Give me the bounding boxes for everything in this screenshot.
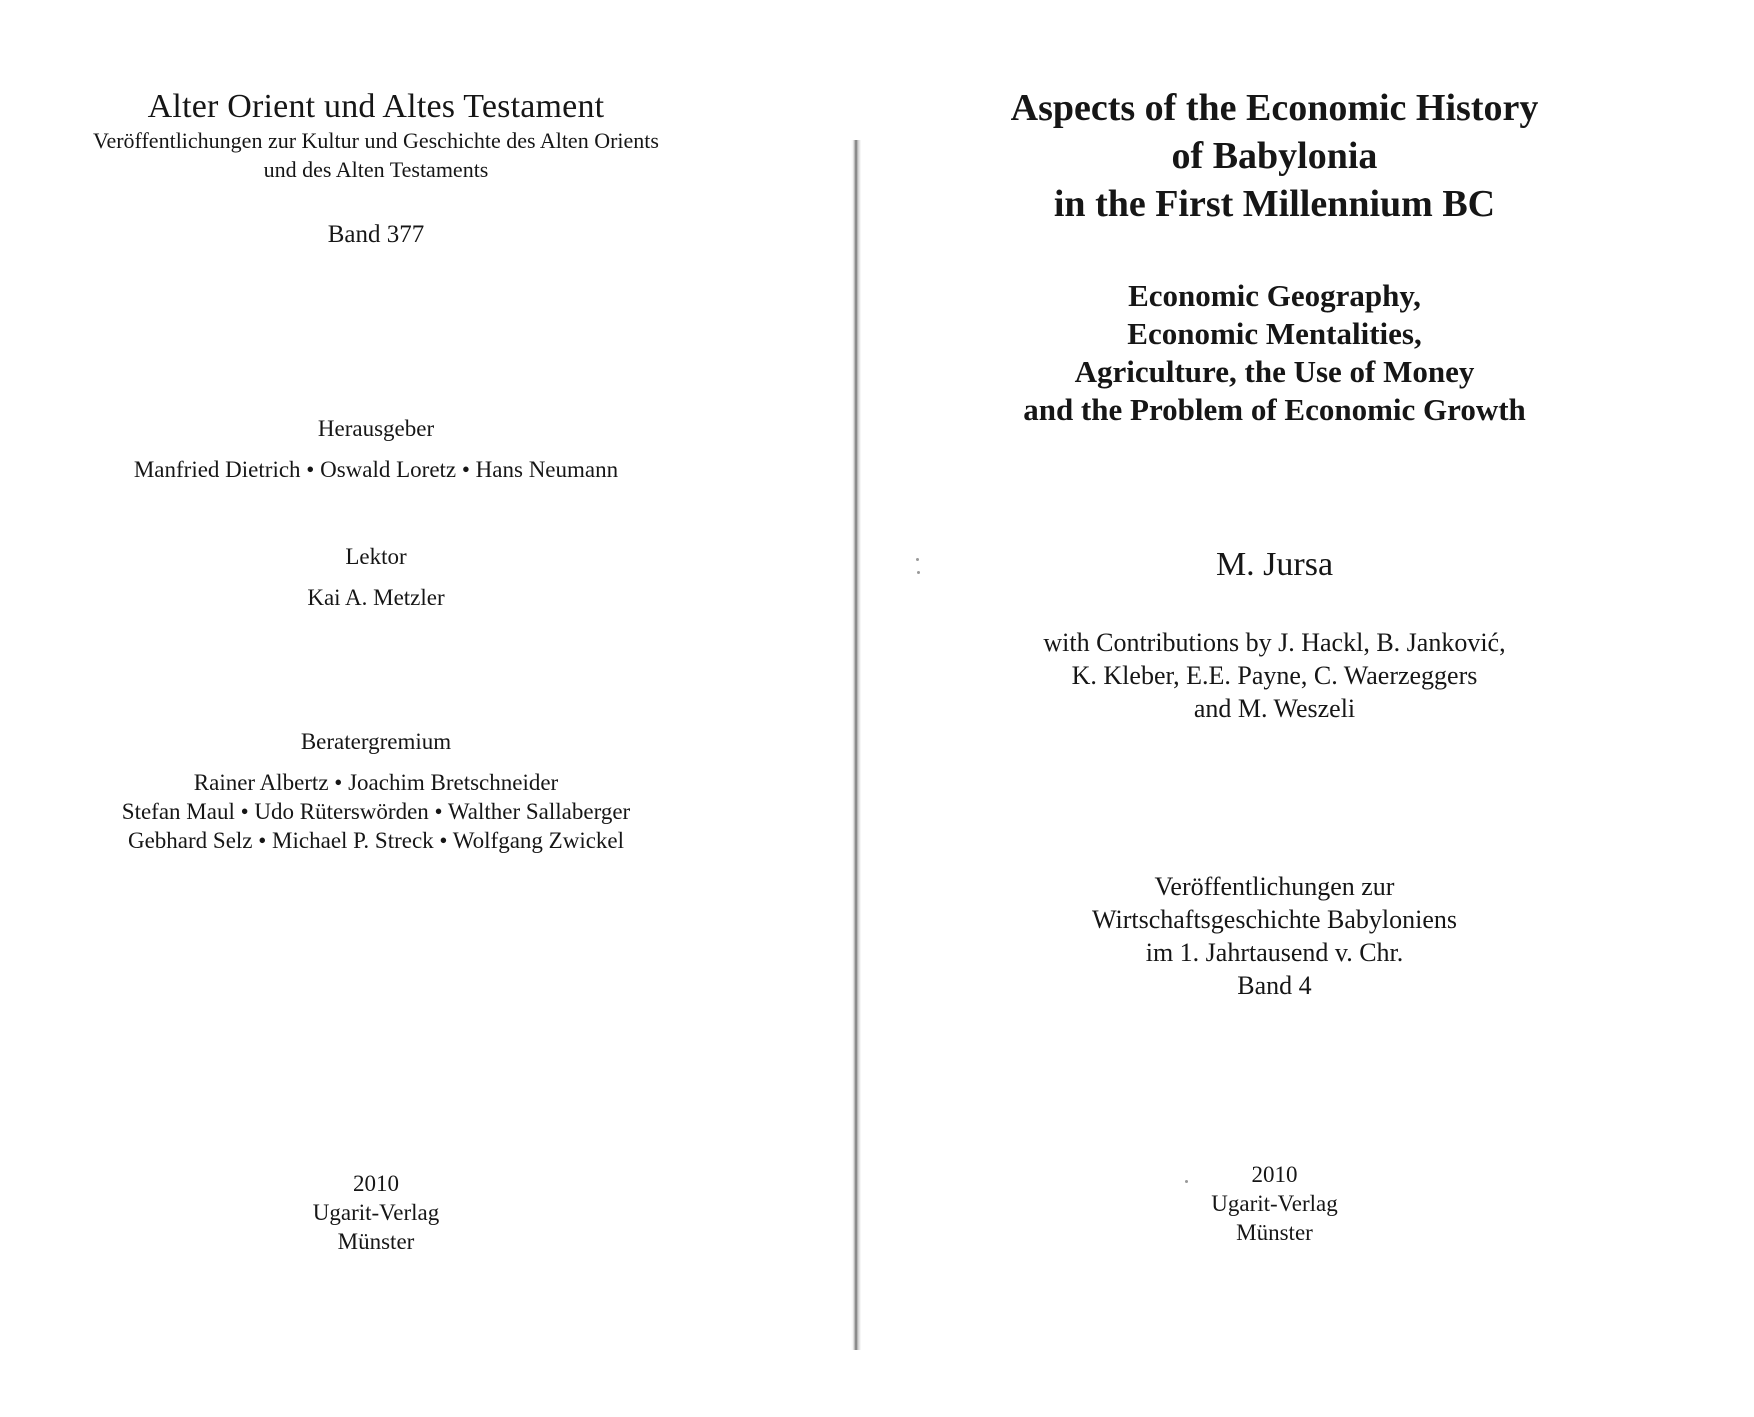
editors-heading: Herausgeber (317, 416, 435, 441)
lektor-heading: Lektor (345, 544, 407, 569)
imprint-year: 2010 (353, 1171, 399, 1196)
contributors-line-3: and M. Weszeli (1193, 694, 1356, 723)
subtitle-line-2: Economic Mentalities, (1127, 316, 1422, 351)
imprint-publisher-right: Ugarit-Verlag (1211, 1191, 1338, 1216)
lektor-name: Kai A. Metzler (307, 585, 445, 610)
left-page (0, 0, 858, 1417)
series-subtitle-line-2: und des Alten Testaments (263, 157, 489, 182)
contributors-line-1: with Contributions by J. Hackl, B. Janković, (1043, 628, 1506, 657)
editors-names: Manfried Dietrich • Oswald Loretz • Hans Neumann (133, 457, 619, 482)
board-line-1: Rainer Albertz • Joachim Bretschneider (193, 770, 559, 795)
series-line-2: Wirtschaftsgeschichte Babyloniens (1091, 905, 1457, 934)
subtitle-line-1: Economic Geography, (1128, 278, 1421, 313)
series-volume: Band 377 (327, 221, 425, 248)
contributors-line-2: K. Kleber, E.E. Payne, C. Waerzeggers (1071, 661, 1478, 690)
imprint-city-right: Münster (1236, 1220, 1313, 1245)
board-heading: Beratergremium (300, 729, 452, 754)
subtitle-line-3: Agriculture, the Use of Money (1074, 354, 1475, 389)
book-title-line-2: of Babylonia (1171, 135, 1378, 177)
imprint-publisher: Ugarit-Verlag (312, 1200, 440, 1225)
author: M. Jursa (1215, 546, 1334, 583)
right-page (858, 0, 1754, 1417)
scan-speck (1185, 1180, 1188, 1183)
scan-speck (917, 571, 920, 574)
book-title-line-3: in the First Millennium BC (1053, 183, 1496, 225)
book-title-line-1: Aspects of the Economic History (1010, 87, 1539, 129)
series-line-3: im 1. Jahrtausend v. Chr. (1145, 938, 1404, 967)
imprint-year-right: 2010 (1251, 1162, 1298, 1187)
series-line-1: Veröffentlichungen zur (1154, 872, 1395, 901)
series-line-4: Band 4 (1237, 971, 1312, 1000)
subtitle-line-4: and the Problem of Economic Growth (1023, 392, 1526, 427)
board-line-2: Stefan Maul • Udo Rüterswörden • Walther Sallaberger (121, 799, 631, 824)
series-subtitle-line-1: Veröffentlichungen zur Kultur und Geschichte des Alten Orients (93, 128, 659, 153)
scan-speck (916, 558, 919, 561)
imprint-city: Münster (337, 1229, 415, 1254)
series-title: Alter Orient und Altes Testament (147, 88, 605, 125)
board-line-3: Gebhard Selz • Michael P. Streck • Wolfgang Zwickel (127, 828, 625, 853)
